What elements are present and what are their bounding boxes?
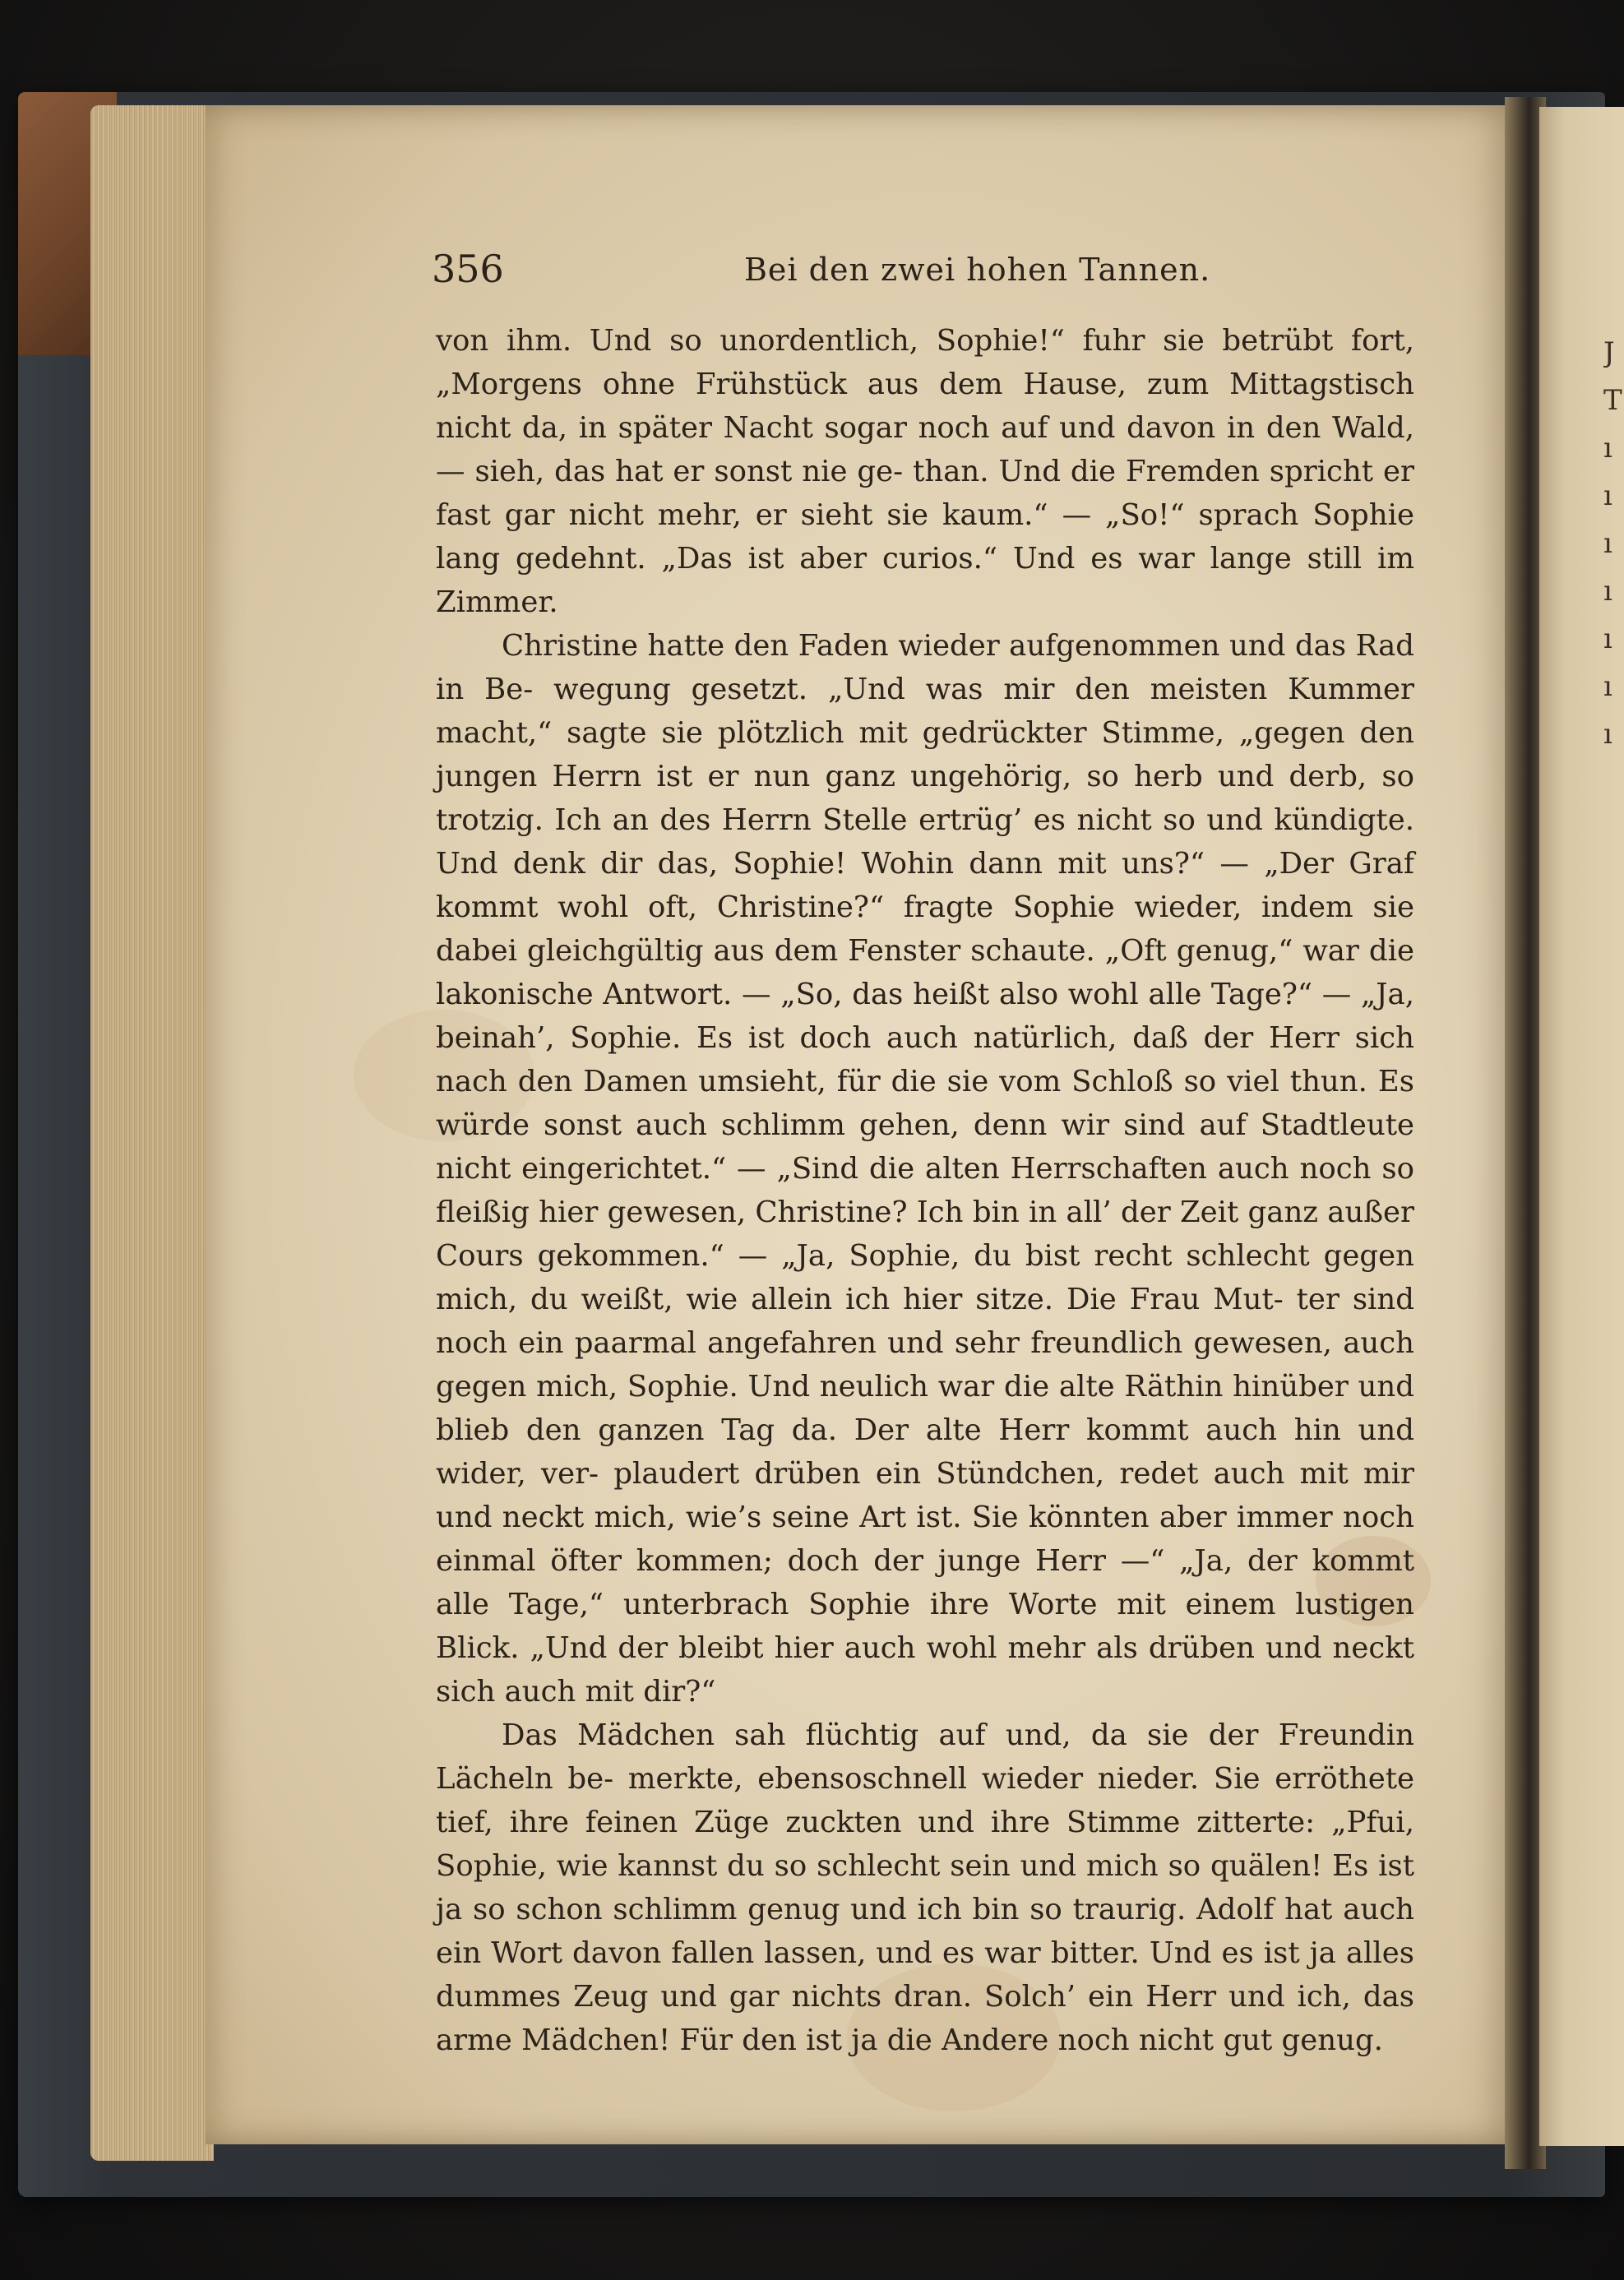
page-header bbox=[432, 247, 1418, 304]
paragraph: Christine hatte den Faden wieder aufgenommen und das Rad in Be- wegung gesetzt. „Und was mir den meisten Kummer macht,“ sagte sie plötzlich mit gedrückter Stimme, „gegen den jungen Herrn ist er nun ganz ungehörig, so herb und derb, so trotzig. Ich an des Herrn Stelle ertrüg’ es nicht so und kündigte. Und denk dir das, Sophie! Wohin dann mit uns?“ — „Der Graf kommt wohl oft, Christine?“ fragte Sophie wieder, indem sie dabei gleichgültig aus dem Fenster schaute. „Oft genug,“ war die lakonische Antwort. — „So, das heißt also wohl alle Tage?“ — „Ja, beinah’, Sophie. Es ist doch auch natürlich, daß der Herr sich nach den Damen umsieht, für die sie vom Schloß so viel thun. Es würde sonst auch schlimm gehen, denn wir sind auf Stadtleute nicht eingerichtet.“ — „Sind die alten Herrschaften auch noch so fleißig hier gewesen, Christine? Ich bin in all’ der Zeit ganz außer Cours gekommen.“ — „Ja, Sophie, du bist recht schlecht gegen mich, du weißt, wie allein ich hier sitze. Die Frau Mut- ter sind noch ein paarmal angefahren und sehr freundlich gewesen, auch gegen mich, Sophie. Und neulich war die alte Räthin hinüber und blieb den ganzen Tag da. Der alte Herr kommt auch hin und wider, ver- plaudert drüben ein Stündchen, redet auch mit mir und neckt mich, wie’s seine Art ist. Sie könnten aber immer noch einmal öfter kommen; doch der junge Herr —“ „Ja, der kommt alle Tage,“ unterbrach Sophie ihre Worte mit einem lustigen Blick. „Und der bleibt hier auch wohl mehr als drüben und neckt sich auch mit dir?“ bbox=[436, 629, 1415, 1709]
facing-page-glyph: ı bbox=[1603, 432, 1612, 465]
facing-page-glyph: ı bbox=[1603, 670, 1612, 703]
facing-page-glyph: J bbox=[1603, 336, 1615, 369]
body-text bbox=[436, 319, 1414, 2062]
page-number: 356 bbox=[432, 247, 504, 291]
facing-page-text bbox=[1603, 329, 1624, 758]
facing-page-glyph: ı bbox=[1603, 718, 1612, 751]
running-head: Bei den zwei hohen Tannen. bbox=[744, 252, 1211, 288]
paragraph: Das Mädchen sah flüchtig auf und, da sie der Freundin Lächeln be- merkte, ebensoschnell wieder nieder. Sie erröthete tief, ihre feinen Züge zuckten und ihre Stimme zitterte: „Pfui, Sophie, wie kannst du so schlecht sein und mich so quälen! Es ist ja so schon schlimm genug und ich bin so traurig. Adolf hat auch ein Wort davon fallen lassen, und es war bitter. Und es ist ja alles dummes Zeug und gar nichts dran. Solch’ ein Herr und ich, das arme Mädchen! Für den ist ja die Andere noch nicht gut genug. bbox=[436, 1718, 1414, 2057]
facing-page-glyph: ı bbox=[1603, 622, 1612, 655]
page-edges bbox=[90, 105, 214, 2161]
facing-page-glyph: T bbox=[1603, 384, 1622, 417]
paragraph: von ihm. Und so unordentlich, Sophie!“ fuhr sie betrübt fort, „Morgens ohne Frühstück aus dem Hause, zum Mittagstisch nicht da, in später Nacht sogar noch auf und davon in den Wald, — sieh, das hat er sonst nie ge- than. Und die Fremden spricht er fast gar nicht mehr, er sieht sie kaum.“ — „So!“ sprach Sophie lang gedehnt. „Das ist aber curios.“ Und es war lange still im Zimmer. bbox=[436, 324, 1414, 619]
facing-page-glyph: ı bbox=[1603, 527, 1612, 560]
facing-page-glyph: ı bbox=[1603, 575, 1612, 608]
facing-page-glyph: ı bbox=[1603, 479, 1612, 512]
